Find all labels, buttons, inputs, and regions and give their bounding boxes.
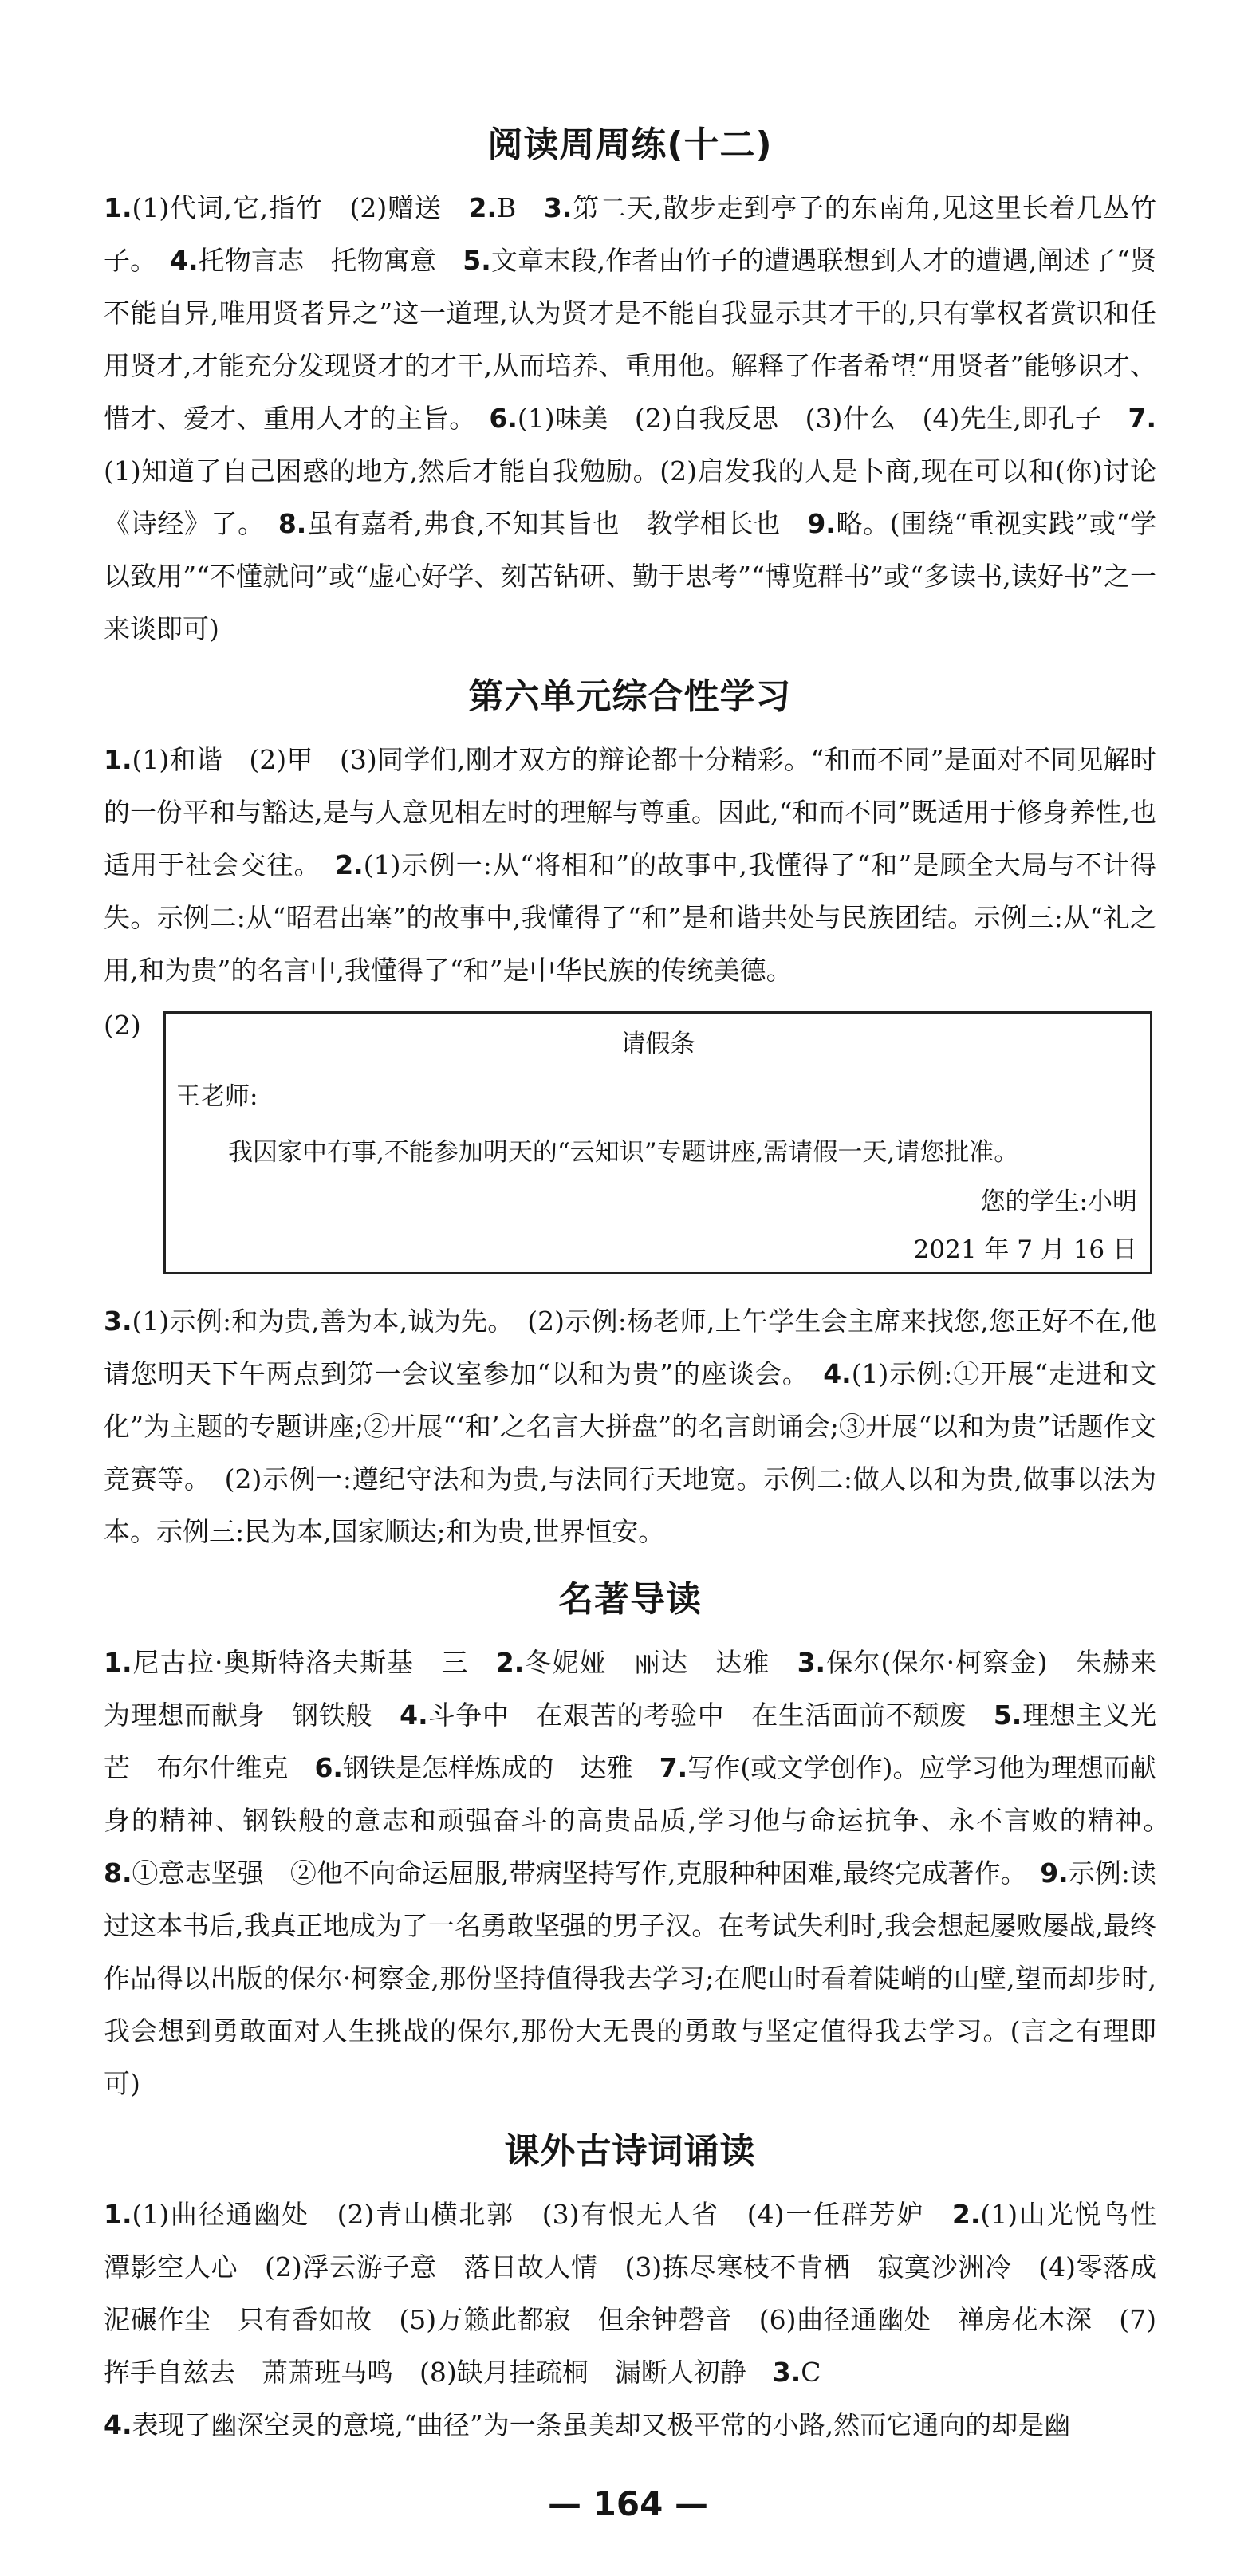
question-number: 3. xyxy=(104,1306,132,1337)
question-number: 3. xyxy=(772,2357,801,2388)
answer-text: C xyxy=(801,2357,821,2388)
answer-text: (1)示例:和为贵,善为本,诚为先。 (2)示例:杨老师,上午学生会主席来找您,您正好不在,他请您明天下午两点到第一会议室参加“以和为贵”的座谈会。 xyxy=(104,1306,1156,1389)
answer-text: 钢铁是怎样炼成的 达雅 xyxy=(342,1752,659,1783)
page-number: — 164 — xyxy=(548,2484,708,2523)
question-number: 7. xyxy=(659,1752,688,1783)
question-number: 4. xyxy=(400,1700,428,1731)
question-number: 2. xyxy=(468,192,497,223)
question-number: 3. xyxy=(543,192,573,223)
leave-note-date: 2021 年 7 月 16 日 xyxy=(913,1235,1137,1264)
question-number: 1. xyxy=(104,2199,132,2230)
question-number: 5. xyxy=(993,1700,1022,1731)
answer-text: (1)示例一:从“将相和”的故事中,我懂得了“和”是顾全大局与不计得失。示例二:从“昭君出塞”的故事中,我懂得了“和”是和谐共处与民族团结。示例三:从“礼之用,和为贵”的名言中,我懂得了“和”是中华民族的传统美德。 xyxy=(104,849,1156,986)
answer-text: (1)知道了自己困惑的地方,然后才能自我勉励。(2)启发我的人是卜商,现在可以和(你)讨论《诗经》了。 xyxy=(104,455,1156,539)
question-number: 2. xyxy=(951,2199,981,2230)
answer-text: 第二天,散步走到亭子的东南角,见这里长着几丛竹子。 xyxy=(104,192,1156,276)
answer-text: 托物言志 托物寓意 xyxy=(198,245,463,276)
page xyxy=(104,120,1183,2452)
question-number: 4. xyxy=(170,245,199,276)
leave-note-title: 请假条 xyxy=(620,1030,695,1058)
answer-text: 文章末段,作者由竹子的遭遇联想到人才的遭遇,阐述了“贤不能自异,唯用贤者异之”这一道理,认为贤才是不能自我显示其才干的,只有掌权者赏识和任用贤才,才能充分发现贤才的才干,从而培养、重用他。解释了作者希望“用贤者”能够识才、惜才、爱才、重用人才的主旨。 xyxy=(104,245,1157,434)
section-title-classical-poems: 课外古诗词诵读 xyxy=(504,2131,756,2172)
question-number: 7. xyxy=(1128,403,1157,434)
answer-text: 斗争中 在艰苦的考验中 在生活面前不颓废 xyxy=(427,1700,994,1731)
answer-text: 写作(或文学创作)。应学习他为理想而献身的精神、钢铁般的意志和顽强奋斗的高贵品质,学习他与命运抗争、永不言败的精神。 xyxy=(104,1752,1183,1836)
question-number: 2. xyxy=(335,849,364,880)
section-title-classics-guide: 名著导读 xyxy=(558,1579,702,1620)
answer-text: (1)曲径通幽处 (2)青山横北郭 (3)有恨无人省 (4)一任群芳妒 xyxy=(132,2199,952,2230)
question-number: 6. xyxy=(489,403,518,434)
section-body-unit6-study xyxy=(104,734,1156,997)
leave-note-label: (2) xyxy=(104,1010,141,1041)
answer-text: 尼古拉·奥斯特洛夫斯基 三 xyxy=(132,1647,496,1678)
leave-note-body: 我因家中有事,不能参加明天的“云知识”专题讲座,需请假一天,请您批准。 xyxy=(228,1138,1019,1167)
answer-text: 冬妮娅 丽达 达雅 xyxy=(524,1647,797,1678)
answer-paragraph xyxy=(104,182,1156,656)
question-number: 6. xyxy=(314,1752,343,1783)
question-number: 3. xyxy=(797,1647,826,1678)
leave-note-row xyxy=(104,1002,1156,1289)
answer-paragraph xyxy=(104,734,1156,997)
answer-paragraph xyxy=(104,1295,1156,1558)
answer-text: (1)山光悦鸟性 潭影空人心 (2)浮云游子意 落日故人情 (3)拣尽寒枝不肯栖 寂寞沙洲冷 (4)零落成泥碾作尘 只有香如故 (5)万籁此都寂 但余钟磬音 (6)曲径通幽处 禅房花木深 (7)挥手自兹去 萧萧班马鸣 (8)缺月挂疏桐 漏断人初静 xyxy=(104,2199,1183,2388)
question-number: 9. xyxy=(807,508,836,539)
answer-text: (1)味美 (2)自我反思 (3)什么 (4)先生,即孔子 xyxy=(517,403,1128,434)
question-number: 9. xyxy=(1040,1857,1069,1889)
leave-note-box xyxy=(163,1011,1152,1274)
question-number: 1. xyxy=(104,1647,132,1678)
answer-paragraph xyxy=(104,2188,1183,2399)
answer-text: 虽有嘉肴,弗食,不知其旨也 教学相长也 xyxy=(306,508,808,539)
answer-paragraph xyxy=(104,2399,1156,2452)
section-body-reading-practice xyxy=(104,182,1156,656)
answer-paragraph xyxy=(104,1637,1183,2110)
answer-text: 理想主义光芒 布尔什维克 xyxy=(104,1700,1157,1783)
question-number: 4. xyxy=(104,2409,132,2440)
answer-text: 示例:读过这本书后,我真正地成为了一名勇敢坚强的男子汉。在考试失利时,我会想起屡败屡战,最终作品得以出版的保尔·柯察金,那份坚持值得我去学习;在爬山时看着陡峭的山壁,望而却步时,我会想到勇敢面对人生挑战的保尔,那份大无畏的勇敢与坚定值得我去学习。(言之有理即可) xyxy=(104,1857,1156,2099)
answer-text: (1)示例:①开展“走进和文化”为主题的专题讲座;②开展“‘和’之名言大拼盘”的名言朗诵会;③开展“以和为贵”话题作文竞赛等。 (2)示例一:遵纪守法和为贵,与法同行天地宽。示例二:做人以和为贵,做事以法为本。示例三:民为本,国家顺达;和为贵,世界恒安。 xyxy=(104,1358,1157,1547)
answer-text: (1)代词,它,指竹 (2)赠送 xyxy=(132,192,469,223)
leave-note-greeting: 王老师: xyxy=(175,1082,258,1111)
answer-text: B xyxy=(497,192,544,223)
answer-text: ①意志坚强 ②他不向命运屈服,带病坚持写作,克服种种困难,最终完成著作。 xyxy=(132,1857,1041,1889)
section-title-unit6-study: 第六单元综合性学习 xyxy=(468,676,792,717)
question-number: 1. xyxy=(104,192,132,223)
answer-text: 表现了幽深空灵的意境,“曲径”为一条虽美却又极平常的小路,然而它通向的却是幽 xyxy=(132,2409,1071,2440)
question-number: 8. xyxy=(278,508,307,539)
answer-text: (1)和谐 (2)甲 (3)同学们,刚才双方的辩论都十分精彩。“和而不同”是面对不同见解时的一份平和与豁达,是与人意见相左时的理解与尊重。因此,“和而不同”既适用于修身养性,也适用于社会交往。 xyxy=(104,744,1156,880)
leave-note-signature: 您的学生:小明 xyxy=(980,1188,1137,1216)
section-body-classical-poems xyxy=(104,2188,1183,2452)
question-number: 2. xyxy=(495,1647,525,1678)
question-number: 1. xyxy=(104,744,132,775)
question-number: 8. xyxy=(104,1857,132,1889)
question-number: 5. xyxy=(463,245,491,276)
section-body-classics-guide xyxy=(104,1637,1183,2110)
section-title-reading-practice: 阅读周周练(十二) xyxy=(487,124,773,165)
section-body-unit6-after-note xyxy=(104,1295,1156,1558)
question-number: 4. xyxy=(823,1358,852,1389)
answer-text: 保尔(保尔·柯察金) 朱赫来 为理想而献身 钢铁般 xyxy=(104,1647,1183,1731)
answer-text: 略。(围绕“重视实践”或“学以致用”“不懂就问”或“虚心好学、刻苦钻研、勤于思考”“博览群书”或“多读书,读好书”之一来谈即可) xyxy=(104,508,1157,644)
